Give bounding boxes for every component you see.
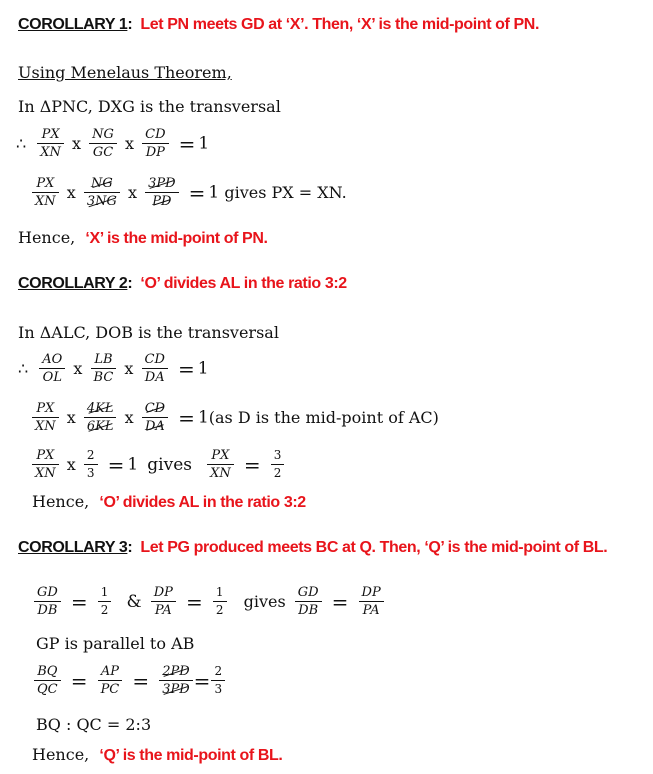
- corollary-3-statement: Let PG produced meets BC at Q. Then, ‘Q’ is the mid-point of BL.: [140, 539, 608, 556]
- corollary-1-label: COROLLARY 1: [18, 16, 128, 33]
- c3-conclusion: ‘Q’ is the mid-point of BL.: [99, 747, 283, 764]
- fraction: $\frac{LB}{BC}$: [91, 352, 117, 385]
- fraction-cancelled: $\frac{2PD}{3PD}$: [159, 664, 192, 697]
- c1-equation-2: $\frac{PX}{XN}$ x $\frac{NG}{3NG}$ x $\frac{3PD}{PD}$ = 1 gives PX = XN.: [30, 176, 347, 209]
- fraction-cancelled: $\frac{CD}{DA}$: [142, 401, 168, 434]
- c3-equation-1: $\frac{GD}{DB}$ = $\frac{1}{2}$ & $\frac{DP}{PA}$ = $\frac{1}{2}$ gives $\frac{GD}{DB}$ = $\frac{DP}{PA}$: [32, 585, 386, 618]
- fraction: $\frac{CD}{DA}$: [142, 352, 168, 385]
- fraction: $\frac{AO}{OL}$: [39, 352, 65, 385]
- c1-hence-line: Hence, ‘X’ is the mid-point of PN.: [18, 228, 268, 247]
- c1-intro: In ΔPNC, DXG is the transversal: [18, 97, 281, 116]
- fraction: $\frac{PX}{XN}$: [32, 401, 59, 434]
- fraction: $\frac{DP}{PA}$: [359, 585, 384, 618]
- corollary-2-heading: COROLLARY 2: ‘O’ divides AL in the ratio 3:2: [18, 275, 347, 292]
- c2-hence-line: Hence, ‘O’ divides AL in the ratio 3:2: [32, 492, 306, 511]
- c2-intro: In ΔALC, DOB is the transversal: [18, 323, 279, 342]
- method-line: Using Menelaus Theorem,: [18, 63, 232, 82]
- c1-eq2-tail: gives PX = XN.: [224, 183, 347, 202]
- fraction-cancelled: $\frac{NG}{3NG}$: [84, 176, 120, 209]
- fraction: $\frac{DP}{PA}$: [151, 585, 176, 618]
- c3-ratio: BQ : QC = 2:3: [36, 715, 152, 734]
- fraction: $\frac{3}{2}$: [271, 448, 285, 481]
- fraction: $\frac{GD}{DB}$: [295, 585, 322, 618]
- fraction-cancelled: $\frac{3PD}{PD}$: [145, 176, 178, 209]
- therefore-symbol: ∴: [16, 134, 27, 153]
- c2-conclusion: ‘O’ divides AL in the ratio 3:2: [99, 494, 306, 511]
- fraction: $\frac{CD}{DP}$: [142, 127, 168, 160]
- c2-equation-2: $\frac{PX}{XN}$ x $\frac{4KL}{6KL}$ x $\frac{CD}{DA}$ = 1(as D is the mid-point of AC): [30, 401, 439, 434]
- corollary-2-statement: ‘O’ divides AL in the ratio 3:2: [140, 275, 347, 292]
- corollary-1-heading: COROLLARY 1: Let PN meets GD at ‘X’. Then, ‘X’ is the mid-point of PN.: [18, 16, 540, 33]
- fraction-cancelled: $\frac{4KL}{6KL}$: [84, 401, 117, 434]
- c2-equation-1: ∴ $\frac{AO}{OL}$ x $\frac{LB}{BC}$ x $\frac{CD}{DA}$ = 1: [18, 352, 209, 385]
- fraction: $\frac{2}{3}$: [211, 664, 225, 697]
- c2-eq2-tail: (as D is the mid-point of AC): [208, 408, 439, 427]
- fraction: $\frac{1}{2}$: [98, 585, 112, 618]
- fraction: $\frac{BQ}{QC}$: [34, 664, 61, 697]
- corollary-1-statement: Let PN meets GD at ‘X’. Then, ‘X’ is the mid-point of PN.: [140, 16, 540, 33]
- fraction: $\frac{2}{3}$: [84, 448, 98, 481]
- c3-hence-line: Hence, ‘Q’ is the mid-point of BL.: [32, 745, 283, 764]
- fraction: $\frac{PX}{XN}$: [32, 176, 59, 209]
- fraction: $\frac{PX}{XN}$: [32, 448, 59, 481]
- c2-equation-3: $\frac{PX}{XN}$ x $\frac{2}{3}$ = 1 gives $\frac{PX}{XN}$ = $\frac{3}{2}$: [30, 448, 286, 481]
- corollary-2-label: COROLLARY 2: [18, 275, 128, 292]
- fraction: $\frac{NG}{GC}$: [89, 127, 117, 160]
- fraction: $\frac{1}{2}$: [213, 585, 227, 618]
- c1-equation-1: ∴ $\frac{PX}{XN}$ x $\frac{NG}{GC}$ x $\frac{CD}{DP}$ = 1: [16, 127, 210, 160]
- c3-equation-2: $\frac{BQ}{QC}$ = $\frac{AP}{PC}$ = $\frac{2PD}{3PD}$ = $\frac{2}{3}$: [32, 664, 227, 697]
- c3-parallel: GP is parallel to AB: [36, 634, 195, 653]
- fraction: $\frac{GD}{DB}$: [34, 585, 61, 618]
- fraction: $\frac{PX}{XN}$: [37, 127, 64, 160]
- fraction: $\frac{AP}{PC}$: [98, 664, 123, 697]
- fraction: $\frac{PX}{XN}$: [207, 448, 234, 481]
- corollary-3-label: COROLLARY 3: [18, 539, 128, 556]
- c1-conclusion: ‘X’ is the mid-point of PN.: [85, 230, 268, 247]
- corollary-3-heading: COROLLARY 3: Let PG produced meets BC at Q. Then, ‘Q’ is the mid-point of BL.: [18, 539, 608, 556]
